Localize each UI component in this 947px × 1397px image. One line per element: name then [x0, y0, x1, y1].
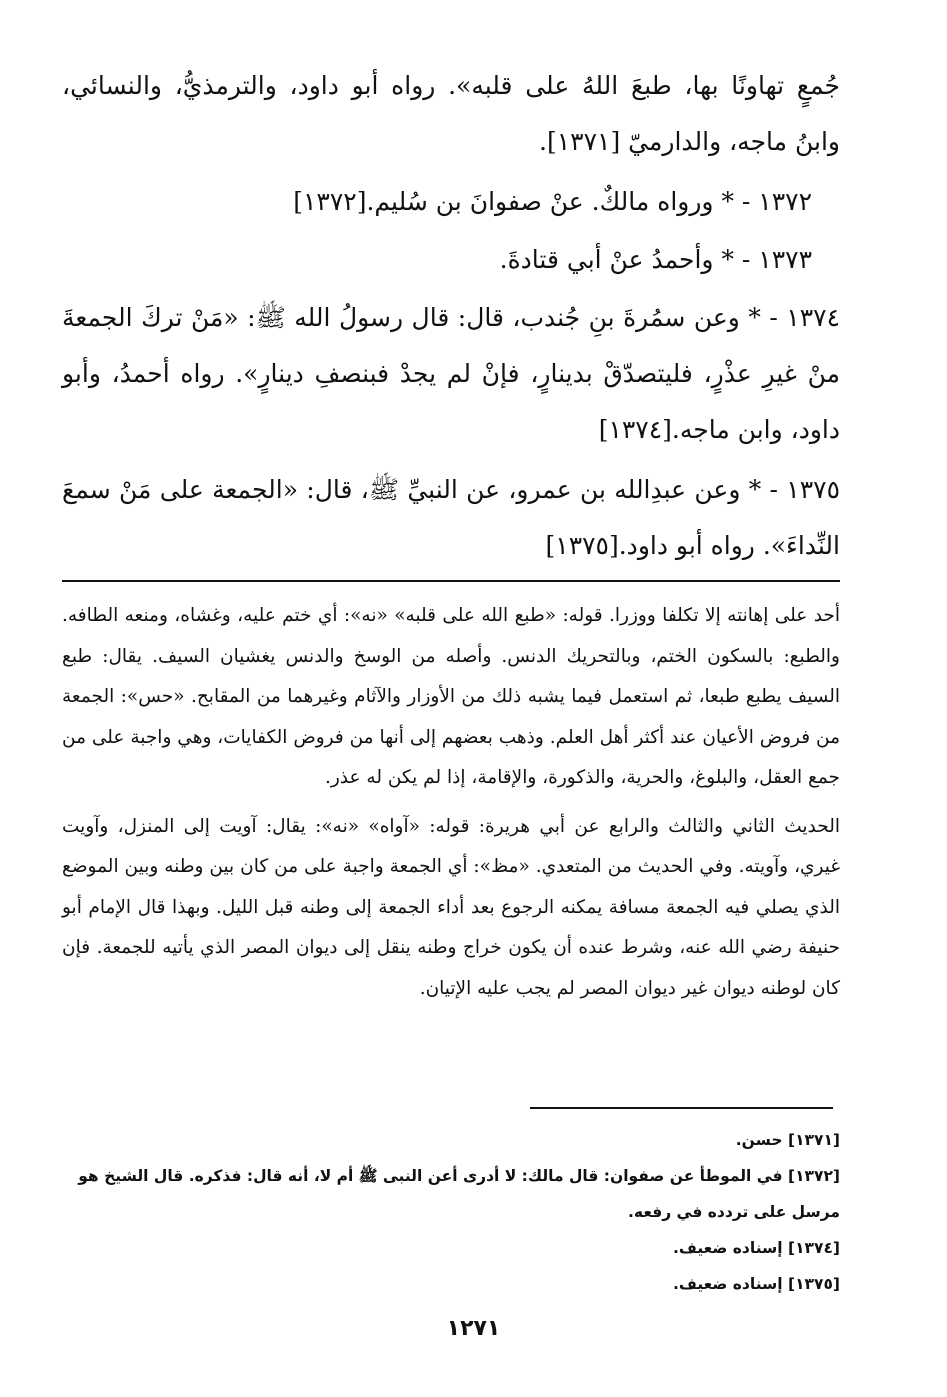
hadith-paragraph-1372: ١٣٧٢ - * ورواه مالكٌ. عنْ صفوانَ بن سُليم.[١٣٧٢]	[293, 187, 812, 216]
footnote-1372: [١٣٧٢] في الموطأ عن صفوان: قال مالك: لا أدرى أعن النبى ﷺ أم لا، أنه قال: فذكره. قال الشيخ هو مرسل على تردده في رفعه.	[78, 1167, 840, 1221]
commentary-paragraph-2: الحديث الثاني والثالث والرابع عن أبي هريرة: قوله: «آواه» «نه»: يقال: آويت إلى المنزل، وآويت غيري، وآويته. وفي الحديث من المتعدي. «مظ»: أي الجمعة واجبة على من كان بين وطنه وبين الموضع الذي يصلي فيه الجمعة مسافة يمكنه الرجوع بعد أداء الجمعة إلى وطنه قبل الليل. وبهذا قال الإمام أبو حنيفة رضي الله عنه، وشرط عنده أن يكون خراج وطنه ينقل إلى ديوان المصر الذي يأتيه للجمعة. فإن كان لوطنه ديوان غير ديوان المصر لم يجب عليه الإتيان.	[62, 815, 840, 999]
footnotes-block	[62, 1122, 840, 1302]
hadith-paragraph-1375: ١٣٧٥ - * وعن عبدِالله بن عمرو، عن النبيِّ ﷺ، قال: «الجمعة على مَنْ سمعَ النِّداءَ». رواه أبو داود.[١٣٧٥]	[62, 475, 840, 560]
footnote-1375: [١٣٧٥] إسناده ضعيف.	[672, 1275, 840, 1293]
commentary-block	[62, 596, 840, 1009]
hadith-paragraph-1371-end: جُمعٍ تهاونًا بها، طبعَ اللهُ على قلبه». رواه أبو داود، والترمذيُّ، والنسائي، وابنُ ماجه، والدارميّ [١٣٧١].	[62, 71, 840, 156]
commentary-divider	[62, 580, 840, 582]
commentary-paragraph-1: أحد على إهانته إلا تكلفا ووزرا. قوله: «طبع الله على قلبه» «نه»: أي ختم عليه، وغشاه، ومنعه الطافه. والطبع: بالسكون الختم، وبالتحريك الدنس. وأصله من الوسخ والدنس يغشيان السيف. يقال: طبع السيف يطبع طبعا، ثم استعمل فيما يشبه ذلك من الأوزار والآثام وغيرهما من المقابح. «حس»: الجمعة من فروض الأعيان عند أكثر أهل العلم. وذهب بعضهم إلى أنها من فروض الكفايات، وهي واجبة على من جمع العقل، والبلوغ، والحرية، والذكورة، والإقامة، إذا لم يكن له عذر.	[62, 605, 841, 788]
page-number: ١٢٧١	[446, 1316, 501, 1341]
footnote-1374: [١٣٧٤] إسناده ضعيف.	[672, 1239, 840, 1257]
hadith-paragraph-1374: ١٣٧٤ - * وعن سمُرةَ بنِ جُندب، قال: قال رسولُ الله ﷺ: «مَنْ تركَ الجمعةَ منْ غيرِ عذْرٍ، فليتصدّقْ بدينارٍ، فإنْ لم يجدْ فبنصفِ دينارٍ». رواه أحمدُ، وأبو داود، وابن ماجه.[١٣٧٤]	[62, 303, 840, 444]
main-text-block	[62, 58, 840, 574]
footnote-1371: [١٣٧١] حسن.	[735, 1131, 840, 1149]
footnote-divider	[530, 1107, 833, 1109]
hadith-paragraph-1373: ١٣٧٣ - * وأحمدُ عنْ أبي قتادةَ.	[499, 245, 812, 274]
